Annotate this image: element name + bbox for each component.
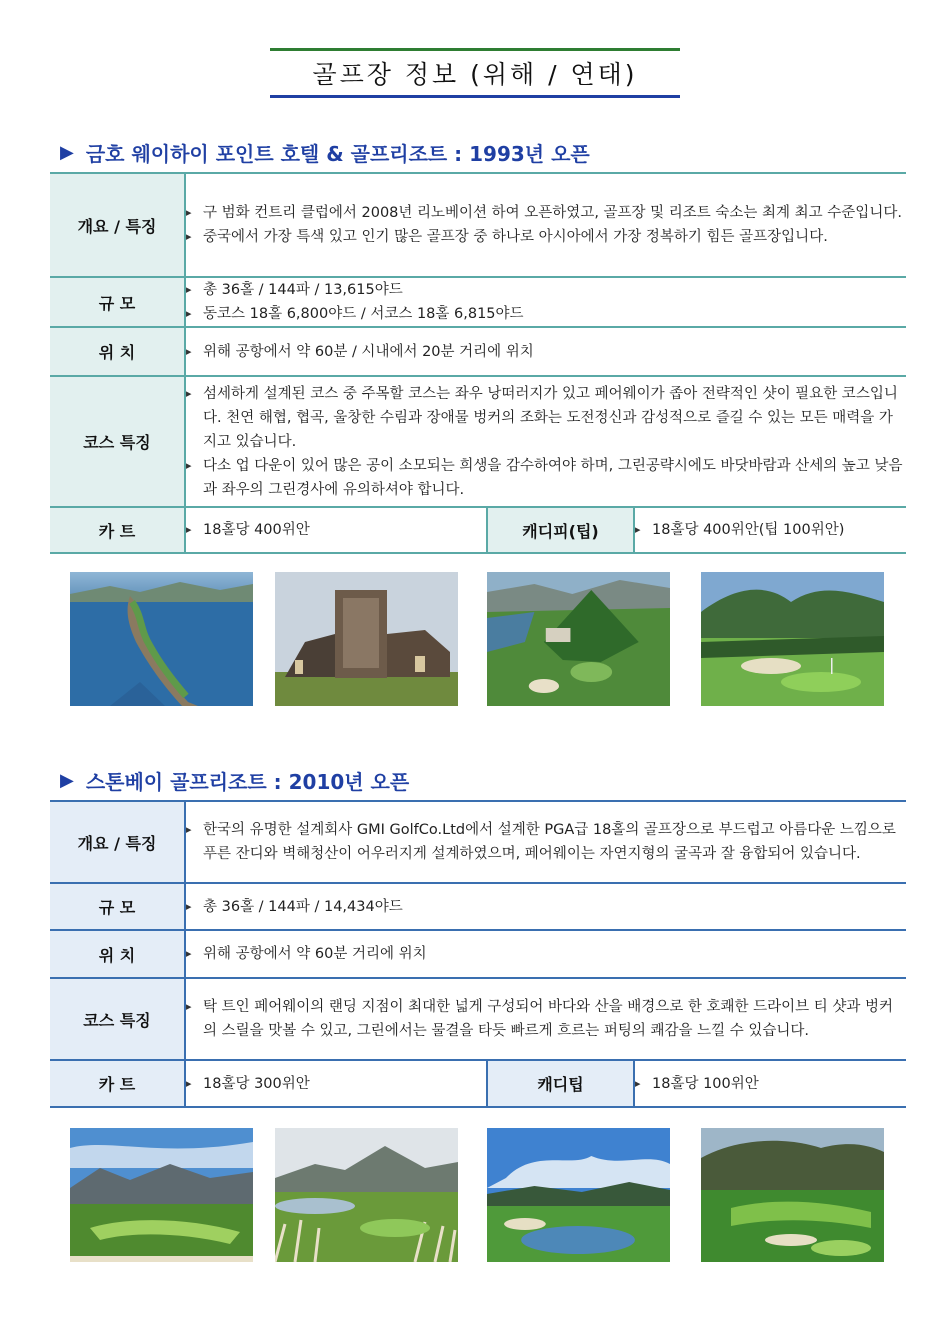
- table-row: [50, 327, 906, 376]
- section-heading-stonebay: [60, 765, 409, 795]
- table-row: [50, 883, 906, 930]
- row-label-scale: 규 모: [50, 277, 185, 327]
- row-value-cart: [185, 1060, 487, 1107]
- row-value-scale: [185, 883, 906, 930]
- bullet-item: ▸ 탁 트인 페어웨이의 랜딩 지점이 최대한 넓게 구성되어 바다와 산을 배경으로 한 호쾌한 드라이브 티 샷과 벙커의 스릴을 맛볼 수 있고, 그린에서는 물결을 타듯 빠르게 흐르는 퍼팅의 쾌감을 느낄 수 있습니다.: [186, 995, 906, 1043]
- triangle-right-icon: ▶: [60, 141, 74, 163]
- table-row: [50, 173, 906, 277]
- clubhouse-building-photo: [275, 572, 458, 706]
- page-title-box: [270, 48, 680, 98]
- bullet-item: ▸ 위해 공항에서 약 60분 / 시내에서 20분 거리에 위치: [186, 340, 906, 364]
- photo-strip-kumho: [70, 572, 885, 706]
- bullet-item: ▸ 위해 공항에서 약 60분 거리에 위치: [186, 942, 906, 966]
- row-label-location: 위 치: [50, 930, 185, 978]
- row-value-caddie: [634, 1060, 906, 1107]
- row-value-caddie: [634, 507, 906, 553]
- row-label-cart: 카 트: [50, 1060, 185, 1107]
- row-label-overview: 개요 / 특징: [50, 173, 185, 277]
- row-value-scale: [185, 277, 906, 327]
- row-label-overview: 개요 / 특징: [50, 801, 185, 883]
- section-heading-text: 스톤베이 골프리조트 : 2010년 오픈: [85, 769, 410, 794]
- photo-strip-stonebay: [70, 1128, 885, 1262]
- table-row: [50, 376, 906, 507]
- bullet-item: ▸ 다소 업 다운이 있어 많은 공이 소모되는 희생을 감수하여야 하며, 그린공략시에도 바닷바람과 산세의 높고 낮음과 좌우의 그린경사에 유의하셔야 합니다.: [186, 454, 906, 502]
- row-label-location: 위 치: [50, 327, 185, 376]
- fairway-mountains-photo: [70, 1128, 253, 1262]
- row-label-course: 코스 특징: [50, 376, 185, 507]
- row-label-course: 코스 특징: [50, 978, 185, 1060]
- table-row: [50, 801, 906, 883]
- row-value-course: [185, 978, 906, 1060]
- page-title: 골프장 정보 (위해 / 연태): [312, 60, 638, 89]
- green-hills-photo: [701, 1128, 884, 1262]
- row-value-overview: [185, 173, 906, 277]
- bullet-item: ▸ 18홀당 400위안: [186, 518, 486, 542]
- bullet-item: ▸ 18홀당 100위안: [635, 1072, 906, 1096]
- row-value-location: [185, 327, 906, 376]
- row-value-overview: [185, 801, 906, 883]
- row-value-location: [185, 930, 906, 978]
- table-row: [50, 978, 906, 1060]
- bullet-item: ▸ 총 36홀 / 144파 / 13,615야드: [186, 278, 906, 302]
- info-table-stonebay: [50, 800, 906, 1108]
- bullet-item: ▸ 구 범화 컨트리 클럽에서 2008년 리노베이션 하여 오픈하였고, 골프장 및 리조트 숙소는 최계 최고 수준입니다.: [186, 201, 906, 225]
- lake-reeds-photo: [275, 1128, 458, 1262]
- row-label-cart: 카 트: [50, 507, 185, 553]
- bullet-item: ▸ 동코스 18홀 6,800야드 / 서코스 18홀 6,815야드: [186, 302, 906, 326]
- coastal-course-aerial-photo: [487, 572, 670, 706]
- tee-sky-photo: [487, 1128, 670, 1262]
- section-heading-kumho: [60, 137, 590, 167]
- aerial-peninsula-photo: [70, 572, 253, 706]
- row-label-scale: 규 모: [50, 883, 185, 930]
- row-label-caddie: 캐디팁: [487, 1060, 634, 1107]
- info-table-kumho: [50, 172, 906, 554]
- bullet-item: ▸ 총 36홀 / 144파 / 14,434야드: [186, 895, 906, 919]
- table-row: [50, 930, 906, 978]
- row-label-caddie: 캐디피(팁): [487, 507, 634, 553]
- bullet-item: ▸ 중국에서 가장 특색 있고 인기 많은 골프장 중 하나로 아시아에서 가장 정복하기 힘든 골프장입니다.: [186, 225, 906, 249]
- section-heading-text: 금호 웨이하이 포인트 호텔 & 골프리조트 : 1993년 오픈: [85, 141, 590, 166]
- table-row: [50, 507, 906, 553]
- table-row: [50, 1060, 906, 1107]
- row-value-course: [185, 376, 906, 507]
- golf-green-photo: [701, 572, 884, 706]
- table-row: [50, 277, 906, 327]
- bullet-item: ▸ 18홀당 300위안: [186, 1072, 486, 1096]
- triangle-right-icon: ▶: [60, 769, 74, 791]
- bullet-item: ▸ 한국의 유명한 설계회사 GMI GolfCo.Ltd에서 설계한 PGA급 18홀의 골프장으로 부드럽고 아름다운 느낌으로 푸른 잔디와 벽해청산이 어우러지게 설계하였으며, 페어웨이는 자연지형의 굴곡과 잘 융합되어 있습니다.: [186, 818, 906, 866]
- bullet-item: ▸ 섬세하게 설계된 코스 중 주목할 코스는 좌우 낭떠러지가 있고 페어웨이가 좁아 전략적인 샷이 필요한 코스입니다. 천연 해협, 협곡, 울창한 수림과 장애물 벙커의 조화는 도전정신과 감성적으로 즐길 수 있는 모든 매력을 가지고 있습니다.: [186, 382, 906, 454]
- row-value-cart: [185, 507, 487, 553]
- bullet-item: ▸ 18홀당 400위안(팁 100위안): [635, 518, 906, 542]
